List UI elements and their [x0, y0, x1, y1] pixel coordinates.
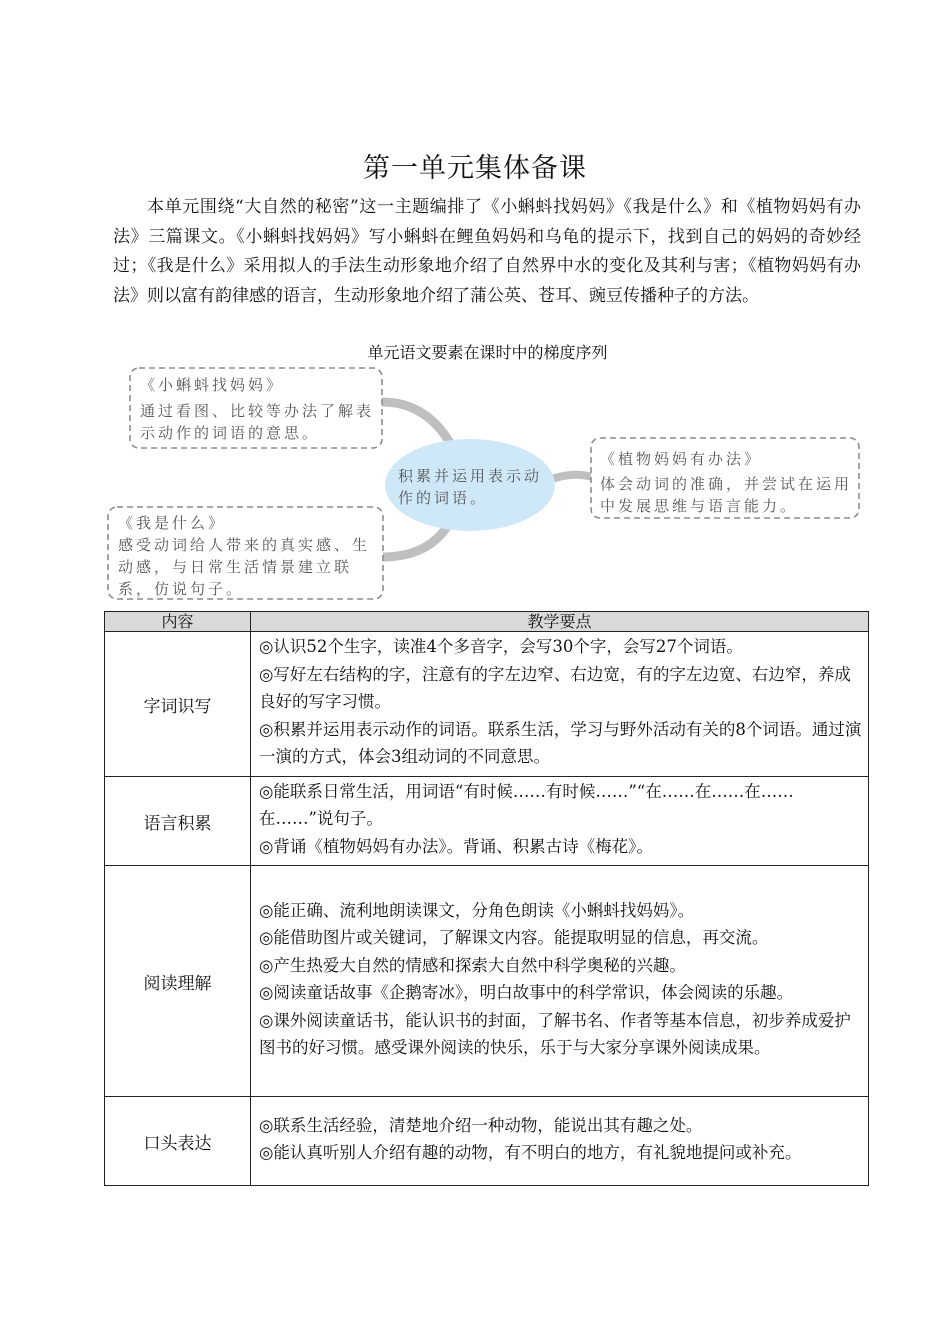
box-plant-body: 体会动词的准确，并尝试在运用中发展思维与语言能力。: [600, 475, 853, 515]
row-points: [251, 1097, 869, 1186]
intro-text: 本单元围绕“大自然的秘密”这一主题编排了《小蝌蚪找妈妈》《我是什么》和《植物妈妈有办法》三篇课文。《小蝌蚪找妈妈》写小蝌蚪在鲤鱼妈妈和乌龟的提示下，找到自己的妈妈的奇妙经过；《我是什么》采用拟人的手法生动形象地介绍了自然界中水的变化及其利与害；《植物妈妈有办法》则以富有韵律感的语言，生动形象地介绍了蒲公英、苍耳、豌豆传播种子的方法。: [113, 197, 861, 306]
row-points: [251, 632, 869, 777]
box-plant-title: 《植物妈妈有办法》: [600, 450, 763, 468]
point-item: ◎背诵《植物妈妈有办法》。背诵、积累古诗《梅花》。: [259, 836, 653, 856]
row-category: 阅读理解: [105, 866, 251, 1097]
teaching-points-table: [104, 611, 869, 1186]
point-item: ◎能联系日常生活，用词语“有时候……有时候……”“在……在……在……在……”说句子。: [259, 781, 794, 829]
table-header-row: [105, 612, 869, 632]
row-category: 口头表达: [105, 1097, 251, 1186]
header-content: 内容: [105, 612, 251, 632]
branch-right: [555, 475, 592, 478]
header-teaching-points: 教学要点: [251, 612, 869, 632]
table-row: [105, 632, 869, 777]
point-item: ◎能借助图片或关键词，了解课文内容。能提取明显的信息，再交流。: [259, 928, 769, 947]
point-item: ◎积累并运用表示动作的词语。联系生活，学习与野外活动有关的8个词语。通过演一演的方式，体会3组动词的不同意思。: [259, 719, 862, 767]
row-points: [251, 866, 869, 1097]
box-what-am-i: [118, 512, 383, 600]
point-item: ◎能认真听别人介绍有趣的动物，有不明白的地方，有礼貌地提问或补充。: [259, 1143, 802, 1162]
row-category: 字词识写: [105, 632, 251, 777]
table-row: [105, 777, 869, 866]
point-item: ◎认识52个生字，读准4个多音字，会写30个字，会写27个词语。: [259, 637, 743, 657]
table-row: [105, 1097, 869, 1186]
intro-paragraph: [113, 193, 861, 311]
diagram-caption: 单元语文要素在课时中的梯度序列: [367, 343, 608, 362]
box-tadpole: [140, 374, 380, 444]
box-what-am-i-body: 感受动词给人带来的真实感、生动感，与日常生活情景建立联系，仿说句子。: [118, 536, 371, 598]
box-tadpole-body: 通过看图、比较等办法了解表示动作的词语的意思。: [140, 402, 375, 442]
box-what-am-i-title: 《我是什么》: [118, 514, 227, 532]
table-row: [105, 866, 869, 1097]
row-category: 语言积累: [105, 777, 251, 866]
point-item: ◎课外阅读童话书，能认识书的封面，了解书名、作者等基本信息，初步养成爱护图书的好习惯。感受课外阅读的快乐，乐于与大家分享课外阅读成果。: [259, 1010, 851, 1057]
row-points: [251, 777, 869, 866]
center-node-text: 积累并运用表示动作的词语。: [398, 467, 543, 507]
point-item: ◎产生热爱大自然的情感和探索大自然中科学奥秘的兴趣。: [259, 955, 686, 975]
point-item: ◎能正确、流利地朗读课文，分角色朗读《小蝌蚪找妈妈》。: [259, 900, 695, 920]
point-item: ◎写好左右结构的字，注意有的字左边窄、右边宽，有的字左边宽、右边窄，养成良好的写字习惯。: [259, 664, 851, 712]
point-item: ◎联系生活经验，清楚地介绍一种动物，能说出其有趣之处。: [259, 1115, 703, 1135]
box-plant: [600, 448, 860, 517]
point-item: ◎阅读童话故事《企鹅寄冰》，明白故事中的科学常识，体会阅读的乐趣。: [259, 983, 794, 1002]
box-tadpole-title: 《小蝌蚪找妈妈》: [140, 376, 285, 394]
page-title: 第一单元集体备课: [363, 153, 587, 184]
